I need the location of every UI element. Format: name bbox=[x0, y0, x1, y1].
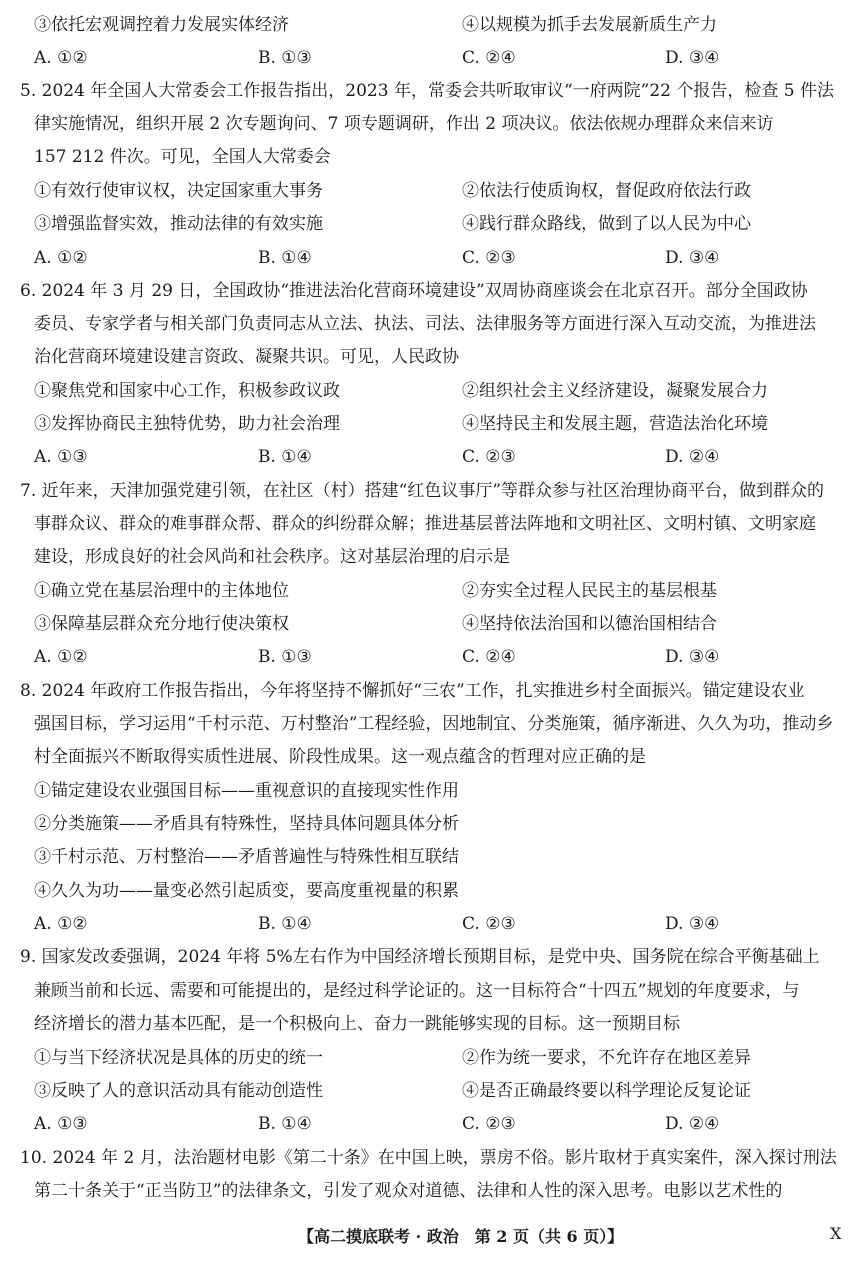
q5-stem-line-2: 律实施情况，组织开展 2 次专题询问、7 项专题调研，作出 2 项决议。依法依规办理群众来信来访 bbox=[34, 114, 774, 134]
q8-stem-line-2: 强国目标，学习运用“千村示范、万村整治”工程经验，因地制宜、分类施策，循序渐进、久久为功，推动乡 bbox=[34, 714, 834, 734]
q7-option-b: B. ①③ bbox=[258, 647, 312, 667]
q8-stem-line-1: 8. 2024 年政府工作报告指出，今年将坚持不懈抓好“三农”工作，扎实推进乡村全面振兴。锚定建设农业 bbox=[20, 681, 805, 701]
q5-option-b: B. ①④ bbox=[258, 248, 312, 268]
q5-stem-line-1: 5. 2024 年全国人大常委会工作报告指出，2023 年，常委会共听取审议“一府两院”22 个报告，检查 5 件法 bbox=[20, 81, 834, 101]
q8-option-d: D. ③④ bbox=[665, 914, 720, 934]
q9-statement-3: ③反映了人的意识活动具有能动创造性 bbox=[34, 1081, 323, 1101]
q6-statement-2: ②组织社会主义经济建设，凝聚发展合力 bbox=[462, 381, 768, 401]
q6-statement-1: ①聚焦党和国家中心工作，积极参政议政 bbox=[34, 381, 340, 401]
q8-statement-2: ②分类施策——矛盾具有特殊性，坚持具体问题具体分析 bbox=[34, 814, 459, 834]
q4-option-d: D. ③④ bbox=[665, 48, 720, 68]
q8-option-c: C. ②③ bbox=[462, 914, 516, 934]
q5-option-c: C. ②③ bbox=[462, 248, 516, 268]
q4-option-c: C. ②④ bbox=[462, 48, 516, 68]
footer-title: 【高二摸底联考 · 政治 第 2 页（共 6 页）】 bbox=[298, 1227, 624, 1246]
q8-option-b: B. ①④ bbox=[258, 914, 312, 934]
q6-statement-3: ③发挥协商民主独特优势，助力社会治理 bbox=[34, 414, 340, 434]
q9-stem-line-3: 经济增长的潜力基本匹配，是一个积极向上、奋力一跳能够实现的目标。这一预期目标 bbox=[34, 1014, 680, 1034]
q6-stem-line-2: 委员、专家学者与相关部门负责同志从立法、执法、司法、法律服务等方面进行深入互动交流，为推进法 bbox=[34, 314, 816, 334]
q5-statement-3: ③增强监督实效，推动法律的有效实施 bbox=[34, 214, 323, 234]
q7-statement-1: ①确立党在基层治理中的主体地位 bbox=[34, 581, 289, 601]
q6-statement-4: ④坚持民主和发展主题，营造法治化环境 bbox=[462, 414, 768, 434]
q5-option-a: A. ①② bbox=[34, 248, 88, 268]
q10-stem-line-2: 第二十条关于“正当防卫”的法律条文，引发了观众对道德、法律和人性的深入思考。电影以艺术性的 bbox=[34, 1181, 783, 1201]
q8-statement-4: ④久久为功——量变必然引起质变，要高度重视量的积累 bbox=[34, 881, 459, 901]
q7-option-c: C. ②④ bbox=[462, 647, 516, 667]
q4-option-a: A. ①② bbox=[34, 48, 88, 68]
q7-stem-line-1: 7. 近年来，天津加强党建引领，在社区（村）搭建“红色议事厅”等群众参与社区治理协商平台，做到群众的 bbox=[20, 481, 825, 501]
q10-stem-line-1: 10. 2024 年 2 月，法治题材电影《第二十条》在中国上映，票房不俗。影片取材于真实案件，深入探讨刑法 bbox=[20, 1148, 837, 1168]
q8-statement-1: ①锚定建设农业强国目标——重视意识的直接现实性作用 bbox=[34, 781, 459, 801]
q6-option-d: D. ②④ bbox=[665, 447, 720, 467]
q4-statement-3: ③依托宏观调控着力发展实体经济 bbox=[34, 15, 289, 35]
q9-stem-line-1: 9. 国家发改委强调，2024 年将 5%左右作为中国经济增长预期目标，是党中央、国务院在综合平衡基础上 bbox=[20, 947, 820, 967]
q5-statement-1: ①有效行使审议权，决定国家重大事务 bbox=[34, 181, 323, 201]
q4-statement-4: ④以规模为抓手去发展新质生产力 bbox=[462, 15, 717, 35]
q8-option-a: A. ①② bbox=[34, 914, 88, 934]
q5-stem-line-3: 157 212 件次。可见，全国人大常委会 bbox=[34, 147, 331, 167]
q9-option-d: D. ②④ bbox=[665, 1114, 720, 1134]
q8-statement-3: ③千村示范、万村整治——矛盾普遍性与特殊性相互联结 bbox=[34, 847, 459, 867]
q4-option-b: B. ①③ bbox=[258, 48, 312, 68]
q7-statement-3: ③保障基层群众充分地行使决策权 bbox=[34, 614, 289, 634]
q6-option-c: C. ②③ bbox=[462, 447, 516, 467]
q9-option-b: B. ①④ bbox=[258, 1114, 312, 1134]
q9-stem-line-2: 兼顾当前和长远、需要和可能提出的，是经过科学论证的。这一目标符合“十四五”规划的年度要求，与 bbox=[34, 981, 800, 1001]
q7-option-d: D. ③④ bbox=[665, 647, 720, 667]
q6-option-b: B. ①④ bbox=[258, 447, 312, 467]
q8-stem-line-3: 村全面振兴不断取得实质性进展、阶段性成果。这一观点蕴含的哲理对应正确的是 bbox=[34, 747, 646, 767]
footer-code: X bbox=[830, 1224, 842, 1243]
q7-stem-line-3: 建设，形成良好的社会风尚和社会秩序。这对基层治理的启示是 bbox=[34, 547, 510, 567]
q9-option-c: C. ②③ bbox=[462, 1114, 516, 1134]
q5-option-d: D. ③④ bbox=[665, 248, 720, 268]
q7-statement-4: ④坚持依法治国和以德治国相结合 bbox=[462, 614, 717, 634]
q5-statement-4: ④践行群众路线，做到了以人民为中心 bbox=[462, 214, 751, 234]
q6-stem-line-3: 治化营商环境建设建言资政、凝聚共识。可见，人民政协 bbox=[34, 347, 459, 367]
q7-stem-line-2: 事群众议、群众的难事群众帮、群众的纠纷群众解；推进基层普法阵地和文明社区、文明村镇、文明家庭 bbox=[34, 514, 816, 534]
q6-option-a: A. ①③ bbox=[34, 447, 88, 467]
q6-stem-line-1: 6. 2024 年 3 月 29 日，全国政协“推进法治化营商环境建设”双周协商座谈会在北京召开。部分全国政协 bbox=[20, 281, 808, 301]
q7-statement-2: ②夯实全过程人民民主的基层根基 bbox=[462, 581, 717, 601]
q9-option-a: A. ①③ bbox=[34, 1114, 88, 1134]
q7-option-a: A. ①② bbox=[34, 647, 88, 667]
q9-statement-4: ④是否正确最终要以科学理论反复论证 bbox=[462, 1081, 751, 1101]
q9-statement-1: ①与当下经济状况是具体的历史的统一 bbox=[34, 1048, 323, 1068]
q5-statement-2: ②依法行使质询权，督促政府依法行政 bbox=[462, 181, 751, 201]
q9-statement-2: ②作为统一要求，不允许存在地区差异 bbox=[462, 1048, 751, 1068]
